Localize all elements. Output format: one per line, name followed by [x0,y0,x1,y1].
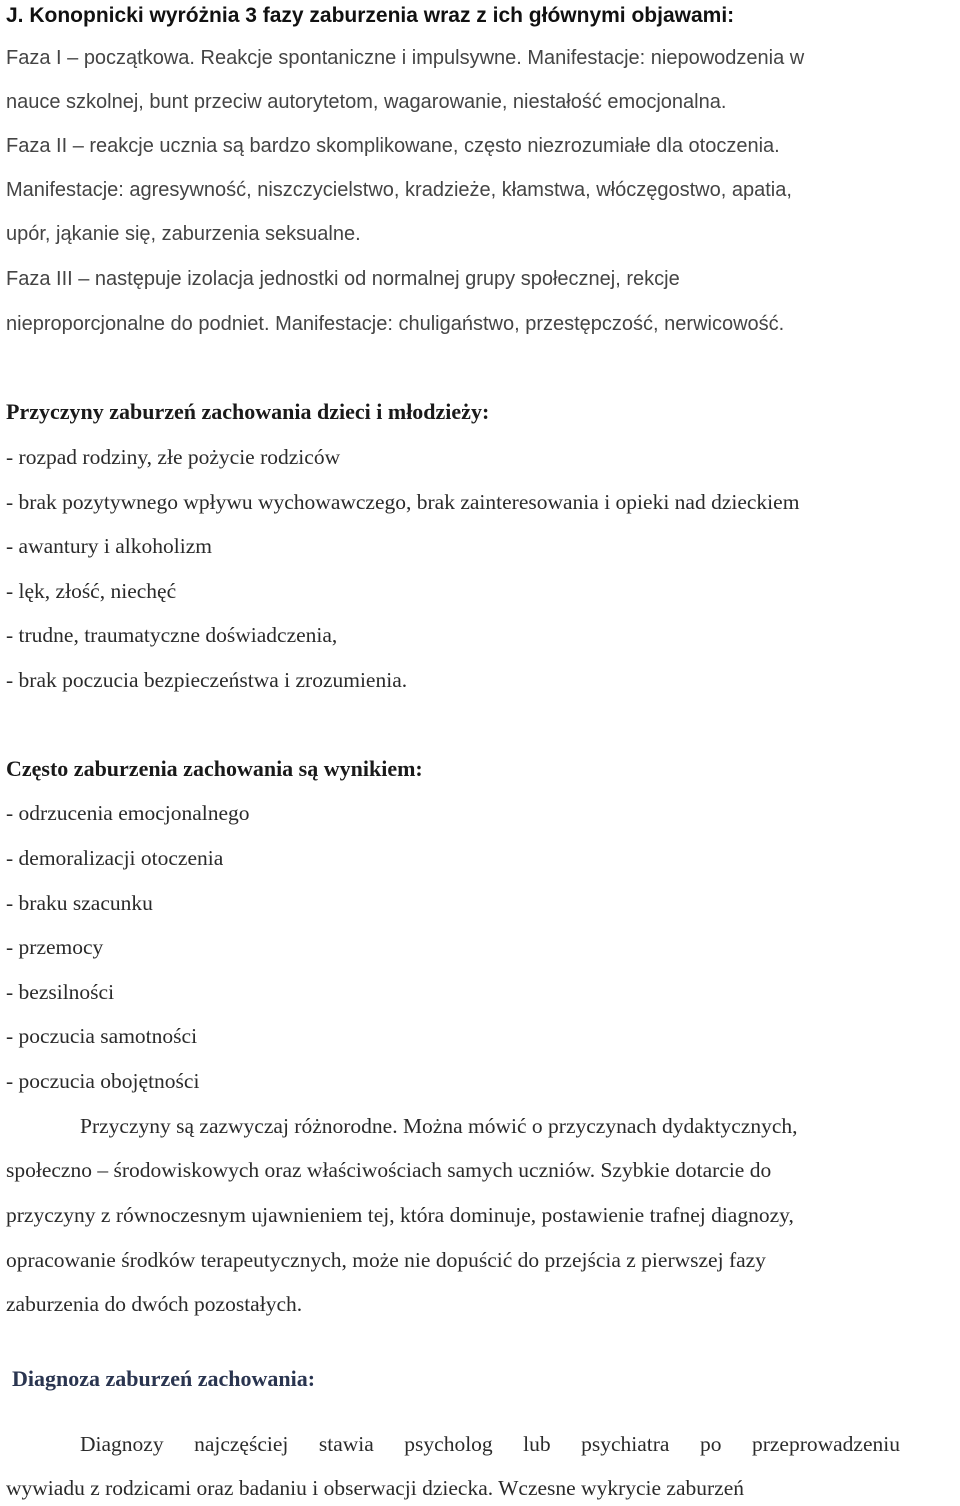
word: przeprowadzeniu [751,1432,900,1456]
section-heading-phases: J. Konopnicki wyróżnia 3 fazy zaburzenia wraz z ich głównymi objawami: [6,4,735,27]
paragraph-line: społeczno – środowiskowych oraz właściwościach samych uczniów. Szybkie dotarcie do [6,1158,772,1182]
phase-text-line: nieproporcjonalne do podniet. Manifestacje: chuligaństwo, przestępczość, nerwicowość. [6,313,785,335]
list-item: - brak poczucia bezpieczeństwa i zrozumienia. [6,668,408,692]
section-heading-causes: Przyczyny zaburzeń zachowania dzieci i młodzieży: [6,399,490,424]
list-item: - demoralizacji otoczenia [6,846,224,870]
list-item: - brak pozytywnego wpływu wychowawczego, brak zainteresowania i opieki nad dzieckiem [6,490,800,514]
list-item: - poczucia obojętności [6,1069,200,1093]
list-item: - poczucia samotności [6,1024,198,1048]
word: stawia [318,1432,374,1456]
phase-text-line: Manifestacje: agresywność, niszczycielstwo, kradzieże, kłamstwa, włóczęgostwo, apatia, [6,179,792,201]
word: psychiatra [581,1432,670,1456]
phase-text-line: Faza II – reakcje ucznia są bardzo skomplikowane, często niezrozumiałe dla otoczenia. [6,135,780,157]
word: Diagnozy [80,1432,164,1456]
list-item: - odrzucenia emocjonalnego [6,801,250,825]
list-item: - bezsilności [6,980,115,1004]
paragraph-line: zaburzenia do dwóch pozostałych. [6,1292,303,1316]
phase-text-line: Faza I – początkowa. Reakcje spontaniczne i impulsywne. Manifestacje: niepowodzenia w [6,47,805,69]
phase-text-line: nauce szkolnej, bunt przeciw autorytetom, wagarowanie, niestałość emocjonalna. [6,91,727,113]
word: lub [523,1432,551,1456]
section-heading-results: Często zaburzenia zachowania są wynikiem: [6,756,423,781]
section-heading-diagnosis: Diagnoza zaburzeń zachowania: [12,1366,316,1391]
list-item: - lęk, złość, niechęć [6,579,177,603]
paragraph-line: opracowanie środków terapeutycznych, może nie dopuścić do przejścia z pierwszej fazy [6,1248,766,1272]
paragraph-line: wywiadu z rodzicami oraz badaniu i obserwacji dziecka. Wczesne wykrycie zaburzeń [6,1476,745,1500]
list-item: - trudne, traumatyczne doświadczenia, [6,623,338,647]
paragraph-line: Przyczyny są zazwyczaj różnorodne. Można mówić o przyczynach dydaktycznych, [80,1114,798,1138]
list-item: - przemocy [6,935,104,959]
phase-text-line: Faza III – następuje izolacja jednostki od normalnej grupy społecznej, rekcje [6,268,680,290]
word: psycholog [404,1432,493,1456]
word: najczęściej [194,1432,289,1456]
list-item: - awantury i alkoholizm [6,534,212,558]
phase-text-line: upór, jąkanie się, zaburzenia seksualne. [6,223,361,245]
list-item: - braku szacunku [6,891,153,915]
list-item: - rozpad rodziny, złe pożycie rodziców [6,445,341,469]
word: po [699,1432,722,1456]
paragraph-line: przyczyny z równoczesnym ujawnieniem tej, która dominuje, postawienie trafnej diagnozy, [6,1203,794,1227]
paragraph-line-justified [80,1430,900,1458]
